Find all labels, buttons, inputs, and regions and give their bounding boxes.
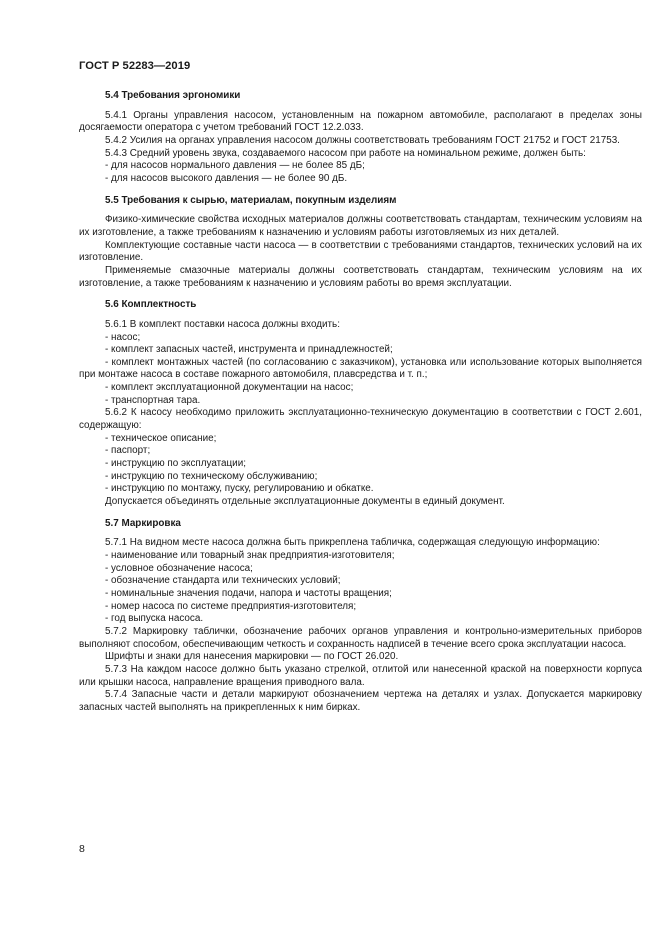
- list-item: - инструкцию по техническому обслуживанию;: [105, 470, 318, 482]
- list-item: - номинальные значения подачи, напора и частоты вращения;: [105, 587, 392, 599]
- list-item: - год выпуска насоса.: [105, 613, 204, 625]
- list-item: - транспортная тара.: [105, 394, 201, 406]
- section-title: 5.5 Требования к сырью, материалам, покупным изделиям: [105, 194, 397, 206]
- list-item: - для насосов нормального давления — не более 85 дБ;: [105, 160, 365, 172]
- paragraph: 5.4.2 Усилия на органах управления насосом должны соответствовать требованиям ГОСТ 21752 и ГОСТ 21753.: [105, 134, 620, 146]
- list-item: - номер насоса по системе предприятия-изготовителя;: [105, 600, 357, 612]
- list-item: - комплект запасных частей, инструмента и принадлежностей;: [105, 344, 393, 356]
- section-title: 5.7 Маркировка: [105, 517, 181, 529]
- paragraph: 5.7.3 На каждом насосе должно быть указано стрелкой, отлитой или нанесенной краской на поверхности корпуса или крышки насоса, направление вращения приводного вала.: [79, 663, 642, 688]
- list-item: - техническое описание;: [105, 432, 217, 444]
- paragraph: 5.7.4 Запасные части и детали маркируют обозначением чертежа на деталях и узлах. Допускается маркировку запасных частей выполнять на прикрепленных к ним бирках.: [79, 689, 642, 713]
- section-title: 5.6 Комплектность: [105, 299, 197, 311]
- paragraph: 5.7.2 Маркировку таблички, обозначение рабочих органов управления и контрольно-измерительных приборов выполняют способом, обеспечивающим четкость и сохранность надписей в течение всего срока эксплуатации насоса.: [79, 625, 642, 650]
- paragraph: 5.4.1 Органы управления насосом, установленным на пожарном автомобиле, располагают в пределах зоны досягаемости оператора с учетом требований ГОСТ 12.2.033.: [79, 109, 642, 134]
- section-materials: [79, 195, 642, 291]
- paragraph: 5.6.1 В комплект поставки насоса должны входить:: [105, 318, 340, 330]
- paragraph: 5.7.1 На видном месте насоса должна быть прикреплена табличка, содержащая следующую информацию:: [105, 537, 600, 549]
- paragraph: 5.4.3 Средний уровень звука, создаваемого насосом при работе на номинальном режиме, должен быть:: [105, 147, 586, 159]
- paragraph: Допускается объединять отдельные эксплуатационные документы в единый документ.: [105, 496, 505, 508]
- list-item: - инструкцию по монтажу, пуску, регулированию и обкатке.: [105, 483, 374, 495]
- list-item: - наименование или товарный знак предприятия-изготовителя;: [105, 550, 395, 561]
- paragraph: Применяемые смазочные материалы должны соответствовать стандартам, техническим условиям на их изготовление, а также требованиям к назначению и условиям работы во время эксплуатации.: [79, 264, 642, 289]
- list-item: - комплект монтажных частей (по согласованию с заказчиком), установка или использование которых выполняется при монтаже насоса в составе пожарного автомобиля, плавсредства и т. п.;: [79, 356, 642, 381]
- list-item: - условное обозначение насоса;: [105, 562, 253, 574]
- paragraph: Комплектующие составные части насоса — в соответствии с требованиями стандартов, технических условий на их изготовление.: [79, 239, 642, 264]
- list-item: - комплект эксплуатационной документации на насос;: [105, 382, 354, 394]
- section-completeness: [79, 299, 642, 509]
- section-title: 5.4 Требования эргономики: [105, 90, 241, 101]
- list-item: - для насосов высокого давления — не более 90 дБ.: [105, 172, 348, 184]
- paragraph: Физико-химические свойства исходных материалов должны соответствовать стандартам, техническим условиям на их изготовление, а также требованиям к назначению и условиям работы изготовляемых из них деталей.: [79, 214, 642, 238]
- list-item: - инструкцию по эксплуатации;: [105, 458, 246, 470]
- page-number: 8: [79, 843, 85, 855]
- document-body: [79, 90, 642, 715]
- section-ergonomics: [79, 90, 642, 186]
- paragraph: Шрифты и знаки для нанесения маркировки — по ГОСТ 26.020.: [105, 651, 399, 663]
- paragraph: 5.6.2 К насосу необходимо приложить эксплуатационно-техническую документацию в соответствии с ГОСТ 2.601, содержащую:: [79, 407, 642, 432]
- list-item: - насос;: [105, 331, 141, 343]
- list-item: - паспорт;: [105, 445, 151, 457]
- section-marking: [79, 518, 642, 715]
- document-header: ГОСТ Р 52283—2019: [79, 60, 191, 72]
- list-item: - обозначение стандарта или технических условий;: [105, 575, 341, 587]
